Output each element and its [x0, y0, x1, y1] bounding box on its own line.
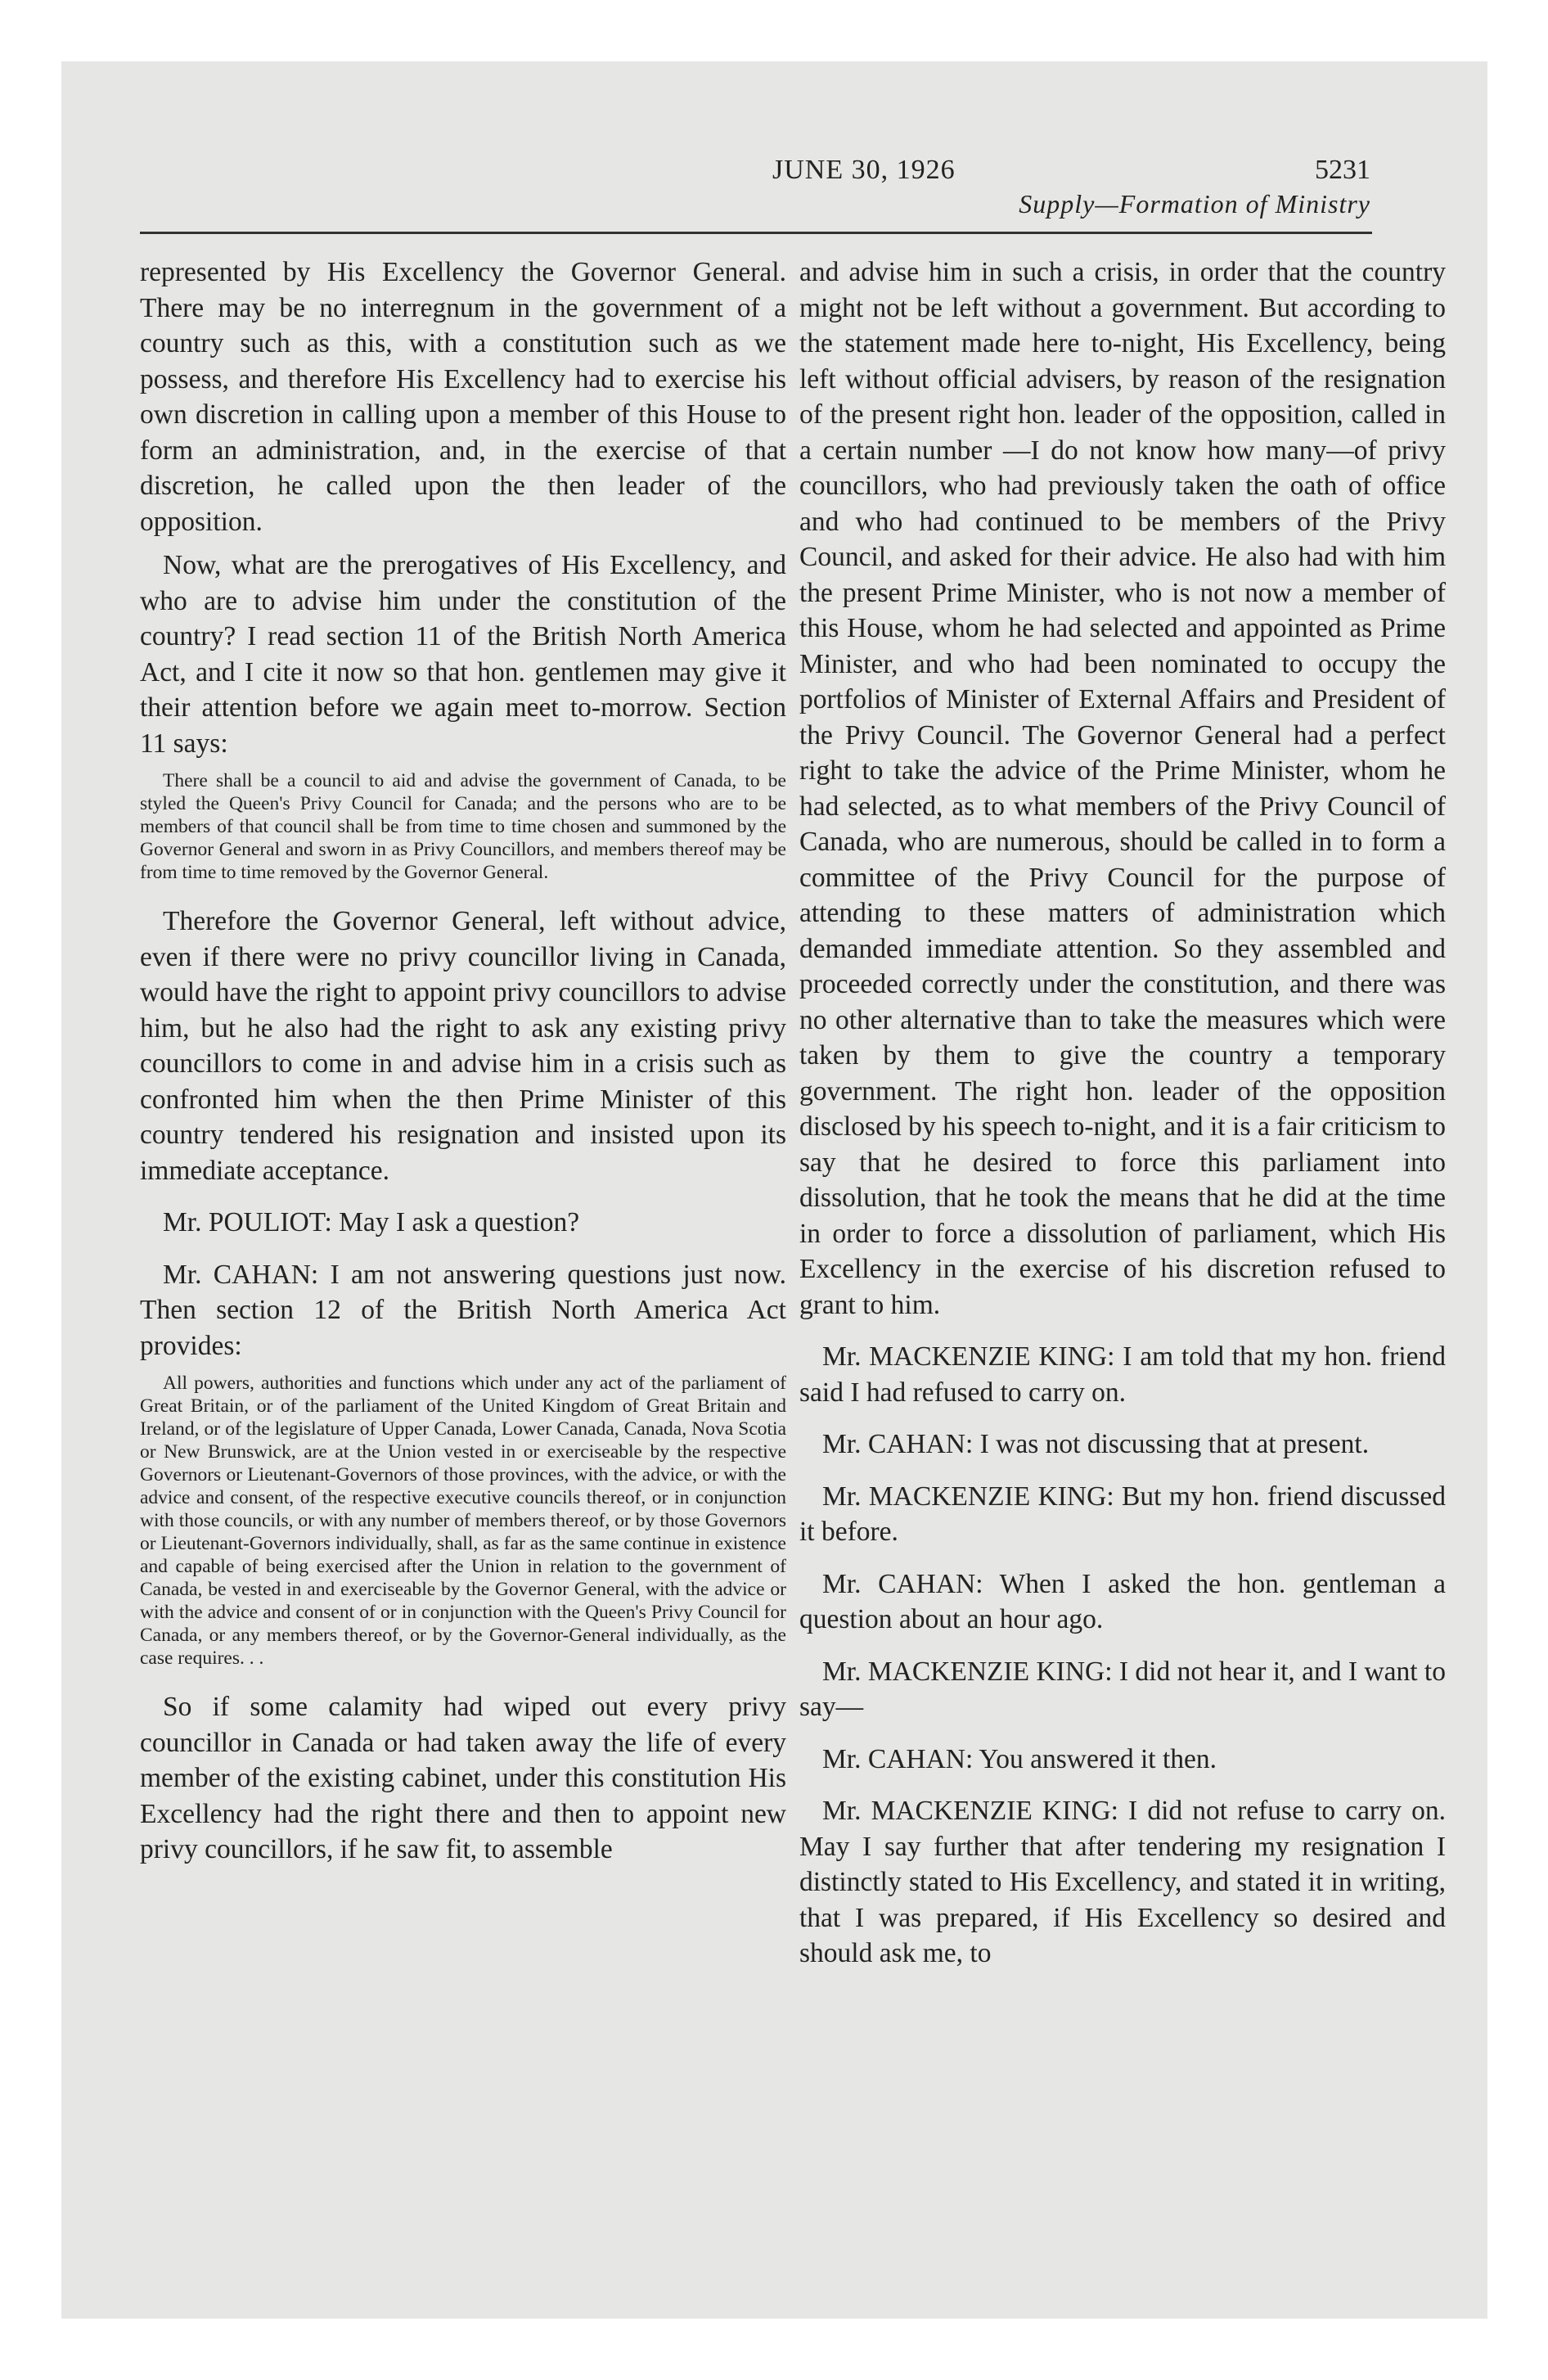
speaker-paragraph: Mr. CAHAN: I am not answering questions just now. Then section 12 of the British North America Act provides:	[140, 1259, 786, 1361]
speaker-paragraph: Mr. CAHAN: I was not discussing that at present.	[822, 1429, 1370, 1459]
quoted-statute: All powers, authorities and functions which under any act of the parliament of Great Britain, or of the parliament of the United Kingdom of Great Britain and Ireland, or of the legislature of Upper Canada, Lower Canada, Canada, Nova Scotia or New Brunswick, are at the Union vested in or exerciseable by the respective Governors or Lieutenant-Governors of those provinces, with the advice, or with the advice and consent, of the respective executive councils thereof, or in conjunction with those councils, or with any number of members thereof, or by those Governors or Lieutenant-Governors individually, shall, as far as the same continue in existence and capable of being exercised after the Union in relation to the government of Canada, be vested in and exerciseable by the Governor General, with the advice or with the advice and consent of or in conjunction with the Queen's Privy Council for Canada, or any members thereof, or by the Governor-General individually, as the case requires. . .	[140, 1373, 786, 1669]
speaker-paragraph: Mr. CAHAN: You answered it then.	[822, 1743, 1217, 1774]
section-title: Supply—Formation of Ministry	[1019, 189, 1370, 219]
header-rule	[140, 232, 1372, 234]
left-column	[140, 255, 786, 1876]
header-date: JUNE 30, 1926	[772, 155, 956, 185]
paragraph: So if some calamity had wiped out every privy councillor in Canada or had taken away the life of every member of the existing cabinet, under this constitution His Excellency had the right there and then to appoint new privy councillors, if he saw fit, to assemble	[140, 1692, 786, 1864]
paragraph: and advise him in such a crisis, in order that the country might not be left without a government. But according to the statement made here to-night, His Excellency, being left without official advisers, by reason of the resignation of the present right hon. leader of the opposition, called in a certain number —I do not know how many—of privy councillors, who had previously taken the oath of office and who had continued to be members of the Privy Council, and asked for their advice. He also had with him the present Prime Minister, who is not now a member of this House, whom he had selected and appointed as Prime Minister, and who had been nominated to occupy the portfolios of Minister of External Affairs and President of the Privy Council. The Governor General had a perfect right to take the advice of the Prime Minister, whom he had selected, as to what members of the Privy Council of Canada, who are numerous, should be called in to form a committee of the Privy Council for the purpose of attending to these matters of administration which demanded immediate attention. So they assembled and proceeded correctly under the constitution, and there was no other alternative than to take the measures which were taken by them to give the country a temporary government. The right hon. leader of the opposition disclosed by his speech to-night, and it is a fair criticism to say that he desired to force this parliament into dissolution, that he took the means that he did at the time in order to force a dissolution of parliament, which His Excellency in the exercise of his discretion refused to grant to him.	[799, 257, 1446, 1320]
speaker-paragraph: Mr. MACKENZIE KING: But my hon. friend discussed it before.	[799, 1481, 1446, 1547]
speaker-paragraph: Mr. POULIOT: May I ask a question?	[163, 1207, 580, 1237]
document-page	[61, 61, 1487, 2319]
right-column	[799, 255, 1446, 1980]
page-header	[140, 155, 1370, 219]
quoted-statute: There shall be a council to aid and advise the government of Canada, to be styled the Queen's Privy Council for Canada; and the persons who are to be members of that council shall be from time to time chosen and summoned by the Governor General and sworn in as Privy Councillors, and members thereof may be from time to time removed by the Governor General.	[140, 770, 786, 883]
speaker-paragraph: Mr. MACKENZIE KING: I did not hear it, and I want to say—	[799, 1656, 1446, 1722]
paragraph: represented by His Excellency the Governor General. There may be no interregnum in the government of a country such as this, with a constitution such as we possess, and therefore His Excellency had to exercise his own discretion in calling upon a member of this House to form an administration, and, in the exercise of that discretion, he called upon the then leader of the opposition.	[140, 257, 786, 537]
page-number: 5231	[1315, 155, 1370, 185]
speaker-paragraph: Mr. MACKENZIE KING: I am told that my hon. friend said I had refused to carry on.	[799, 1341, 1446, 1408]
paragraph: Now, what are the prerogatives of His Excellency, and who are to advise him under the constitution of the country? I read section 11 of the British North America Act, and I cite it now so that hon. gentlemen may give it their attention before we again meet to-morrow. Section 11 says:	[140, 550, 786, 759]
speaker-paragraph: Mr. CAHAN: When I asked the hon. gentleman a question about an hour ago.	[799, 1568, 1446, 1634]
paragraph: Therefore the Governor General, left without advice, even if there were no privy councillor living in Canada, would have the right to appoint privy councillors to advise him, but he also had the right to ask any existing privy councillors to come in and advise him in a crisis such as confronted him when the then Prime Minister of this country tendered his resignation and insisted upon its immediate acceptance.	[140, 906, 786, 1186]
speaker-paragraph: Mr. MACKENZIE KING: I did not refuse to carry on. May I say further that after tendering my resignation I distinctly stated to His Excellency, and stated it in writing, that I was prepared, if His Excellency so desired and should ask me, to	[799, 1796, 1446, 1968]
